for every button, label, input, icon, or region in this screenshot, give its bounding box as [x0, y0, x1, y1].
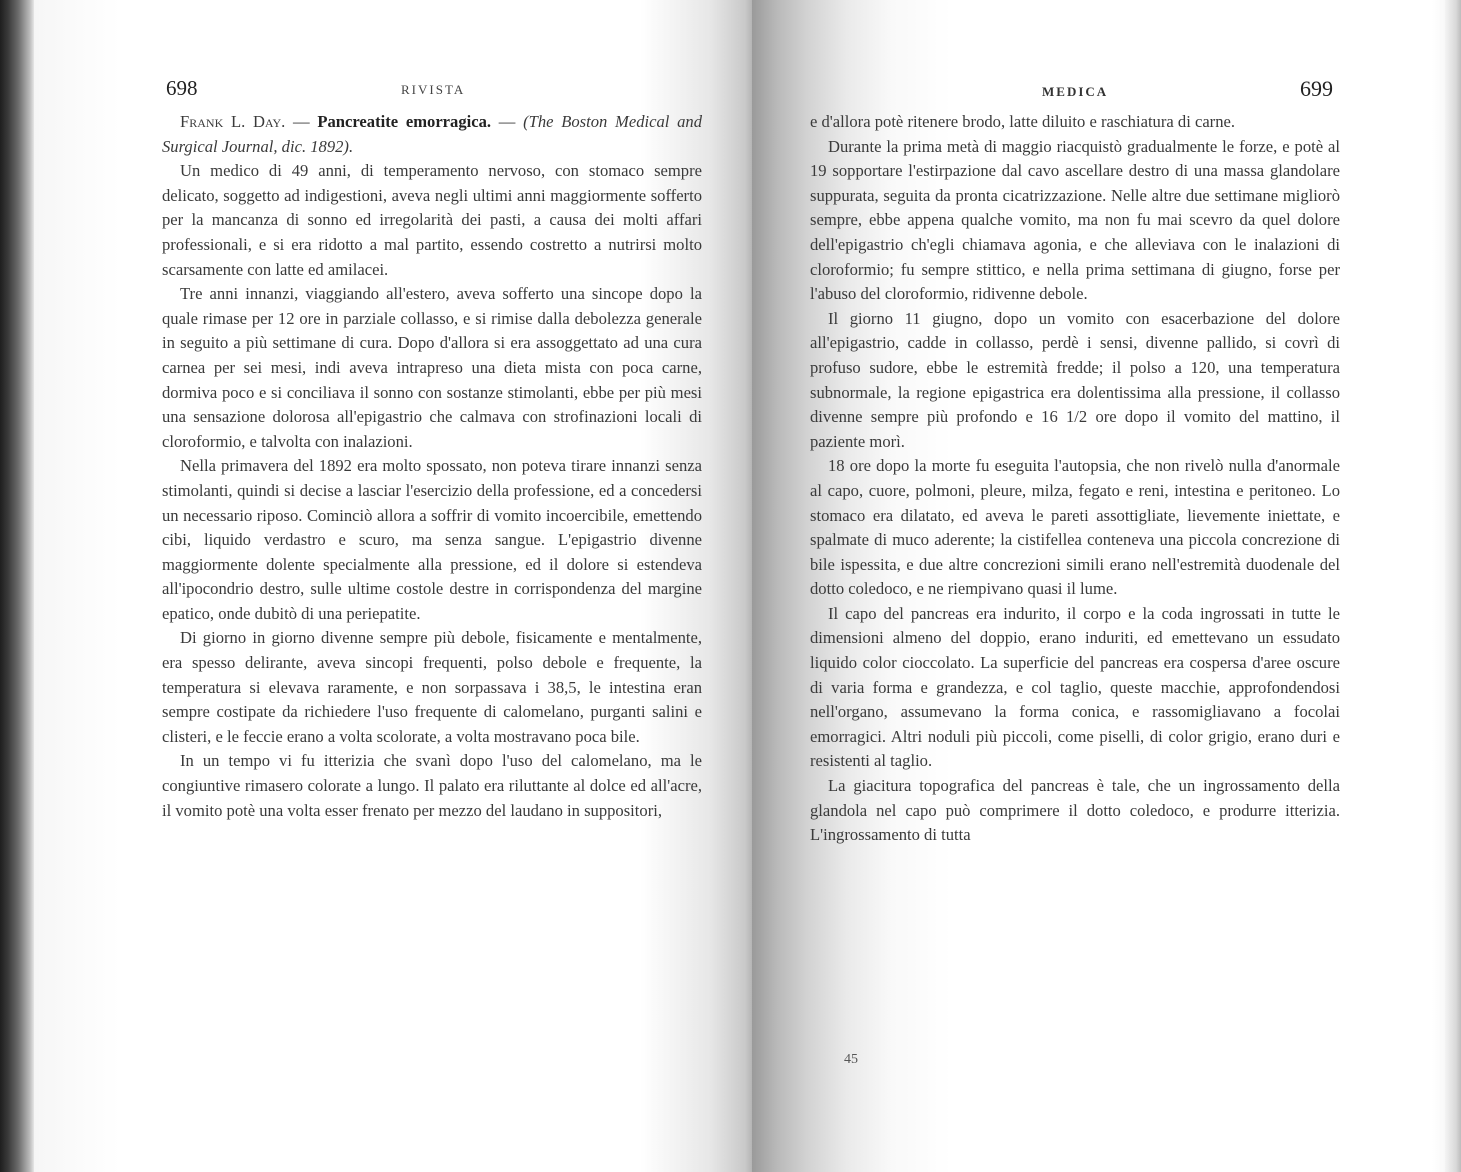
paragraph: La giacitura topografica del pancreas è tale, che un ingrossamento della glandola nel capo può comprimere il dotto coledoco, e produrre itterizia. L'ingrossamento di tutta — [810, 776, 1340, 845]
paragraph: In un tempo vi fu itterizia che svanì dopo l'uso del calomelano, ma le congiuntive rimasero colorate a lungo. Il palato era riluttante al dolce ed all'acre, il vomito potè una volta esser frenato per mezzo del laudano in suppositori, — [162, 751, 702, 820]
right-page-body — [810, 110, 1340, 848]
heading-separator: — — [491, 112, 524, 131]
page-outer-edge — [1445, 0, 1461, 1172]
paragraph: Il capo del pancreas era indurito, il corpo e la coda ingrossati in tutte le dimensioni almeno del doppio, erano induriti, ed emettevano un essudato liquido color cioccolato. La superficie del pancreas era cospersa d'aree oscure di varia forma e grandezza, e col taglio, queste macchie, approfondendosi nell'organo, assumevano la forma conica, e rassomigliavano a focolai emorragici. Altri noduli più piccoli, come piselli, di color grigio, erano duri e resistenti al taglio. — [810, 603, 1340, 771]
right-page-number: 699 — [1300, 76, 1333, 101]
right-running-head: MEDICA — [1042, 84, 1109, 99]
book-binding-edge — [0, 0, 34, 1172]
signature-mark: 45 — [844, 1052, 858, 1067]
paragraph: 18 ore dopo la morte fu eseguita l'autopsia, che non rivelò nulla d'anormale al capo, cuore, polmoni, pleure, milza, fegato e reni, intestina e peritoneo. Lo stomaco era dilatato, ed aveva le pareti assottigliate, lievemente iniettate, e spalmate di muco aderente; la cistifellea conteneva una piccola concrezione di bile ispessita, e due altre concrezioni simili erano nell'estremità duodenale del dotto coledoco, e ne riempivano quasi il lume. — [810, 456, 1340, 599]
article-author: Frank L. Day. — [180, 112, 286, 131]
article-title: Pancreatite emorragica. — [317, 112, 492, 131]
left-running-head: RIVISTA — [401, 82, 466, 97]
paragraph: Il giorno 11 giugno, dopo un vomito con esacerbazione del dolore all'epigastrio, cadde in collasso, perdè i sensi, divenne pallido, si covrì di profuso sudore, ebbe le estremità fredde; il polso a 120, una temperatura subnormale, la regione epigastrica era dolentissima alla pressione, il collasso divenne sempre più profondo e 16 1/2 ore dopo il vomito del mattino, il paziente morì. — [810, 308, 1340, 451]
left-page-number: 698 — [166, 76, 198, 100]
paragraph: Durante la prima metà di maggio riacquistò gradualmente le forze, e potè al 19 sopportare l'estirpazione dal cavo ascellare destro di una massa glandolare suppurata, seguita da pronta cicatrizzazione. Nelle altre due settimane migliorò sempre, ebbe appena qualche vomito, ma non fu mai scevro da quel dolore dell'epigastrio ch'egli chiamava agonia, e che alleviava con le inalazioni di cloroformio; fu sempre stittico, e nella prima settimana di giugno, forse per l'abuso del cloroformio, ridivenne debole. — [810, 136, 1340, 304]
paragraph: e d'allora potè ritenere brodo, latte diluito e raschiatura di carne. — [810, 112, 1236, 131]
left-page-body — [162, 110, 702, 823]
paragraph: Di giorno in giorno divenne sempre più debole, fisicamente e mentalmente, era spesso delirante, aveva sincopi frequenti, polso debole e frequente, la temperatura si elevava raramente, e non sorpassava i 38,5, le intestina eran sempre costipate da richiedere l'uso frequente di calomelano, purganti salini e clisteri, e le feccie erano a volta scolorate, a volta mostravano poca bile. — [162, 628, 702, 746]
paragraph: Un medico di 49 anni, di temperamento nervoso, con stomaco sempre delicato, soggetto ad indigestioni, aveva negli ultimi anni maggiormente sofferto per la mancanza di sonno ed irregolarità dei pasti, a causa dei molti affari professionali, e si era ridotto a mal partito, essendo costretto a nutrirsi molto scarsamente con latte ed amilacei. — [162, 161, 702, 279]
heading-separator: — — [285, 112, 318, 131]
article-citation: (The Boston Medical and Surgical Journal, dic. 1892). — [162, 112, 703, 156]
article-heading — [162, 110, 702, 159]
paragraph: Tre anni innanzi, viaggiando all'estero, aveva sofferto una sincope dopo la quale rimase per 12 ore in parziale collasso, e si rimise dalla debolezza generale in seguito a più settimane di cura. Dopo d'allora si era assoggettato ad una cura carnea per sei mesi, indi aveva intrapreso una dieta mista con poca carne, dormiva poco e si conciliava il sonno con sostanze stimolanti, ebbe per più mesi una sensazione dolorosa all'epigastrio che calmava con strofinazioni locali di cloroformio, e talvolta con inalazioni. — [162, 284, 702, 451]
paragraph: Nella primavera del 1892 era molto spossato, non poteva tirare innanzi senza stimolanti, quindi si decise a lasciar l'esercizio della professione, ed a concedersi un necessario riposo. Cominciò allora a soffrir di vomito incoercibile, emettendo cibi, liquido verdastro e scuro, ma senza sangue. L'epigastrio divenne maggiormente dolente specialmente alla pressione, ed il dolore si estendeva all'ipocondrio destro, sulle ultime costole destre in corrispondenza del margine epatico, onde dubitò di una periepatite. — [162, 456, 702, 623]
right-page — [752, 0, 1461, 1172]
